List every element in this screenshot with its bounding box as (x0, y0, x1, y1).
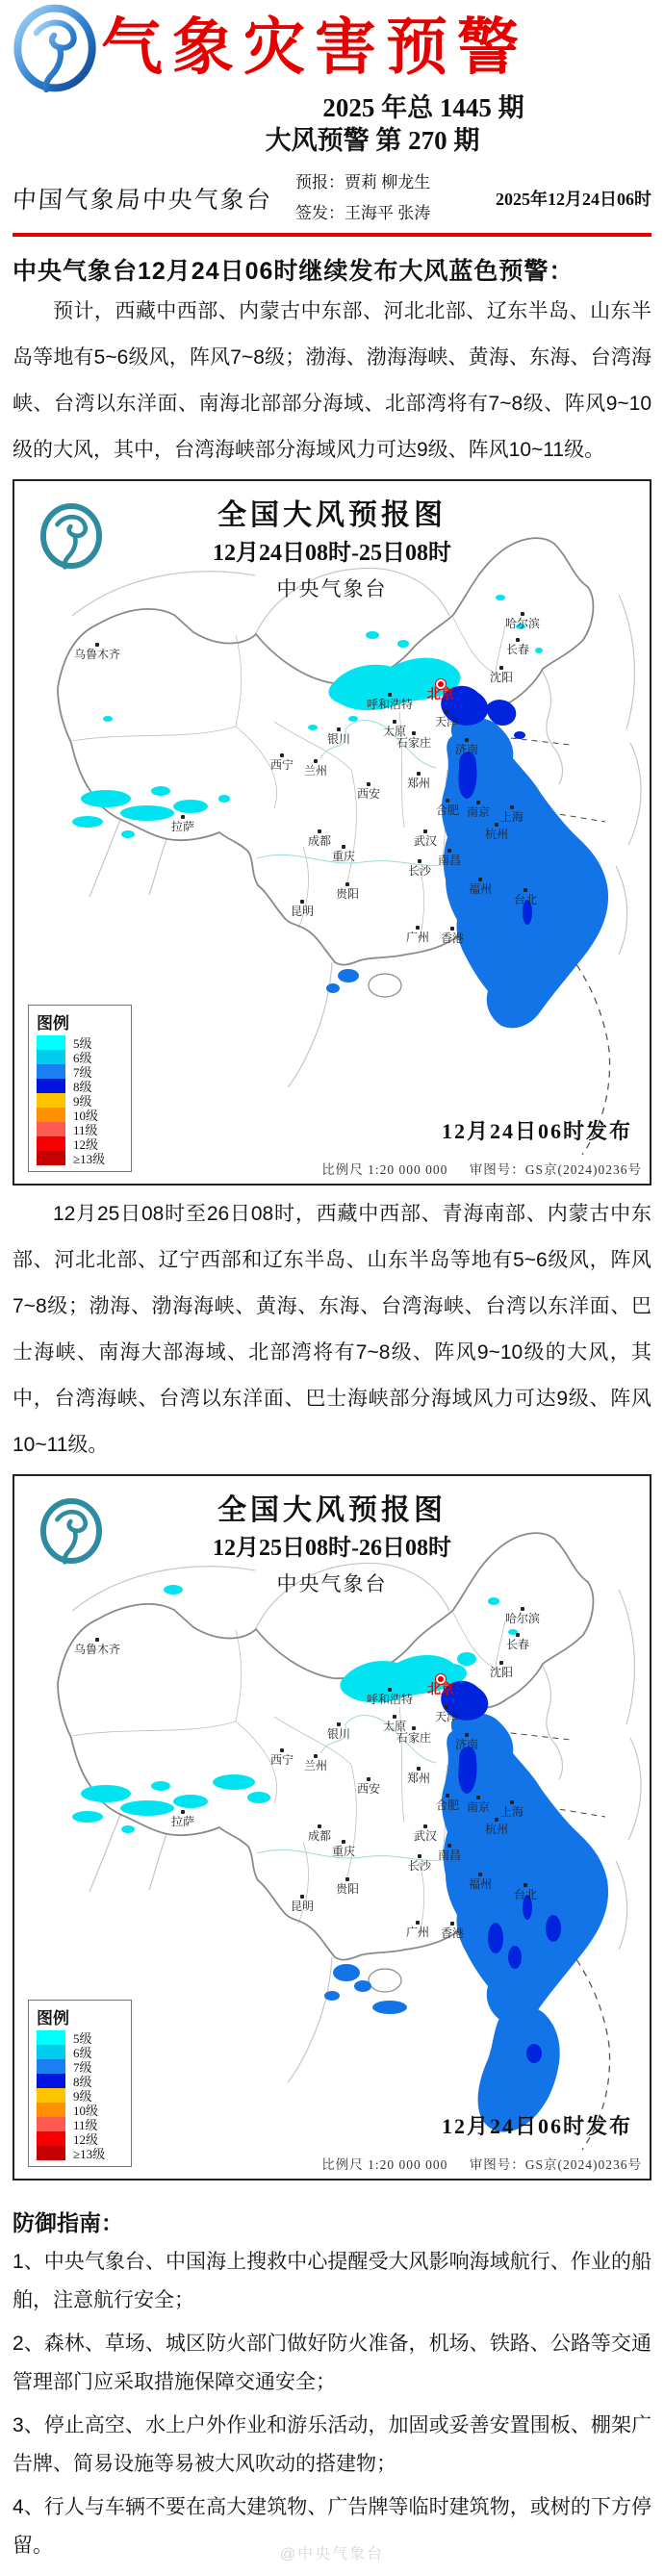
city-label: 石家庄 (396, 1726, 431, 1744)
city-label: 天津 (435, 1705, 458, 1722)
legend-label: 5级 (73, 1036, 92, 1052)
legend-swatch (37, 1093, 65, 1108)
legend-items (37, 1035, 121, 1165)
map-scale-note (321, 2154, 642, 2173)
map-agency: 中央气象台 (276, 577, 388, 601)
forecaster-signer (295, 167, 430, 230)
legend-swatch (37, 2146, 65, 2160)
city-label: 广州 (406, 1921, 429, 1938)
city-label: 长沙 (408, 1854, 431, 1872)
city-label: 长春 (506, 1633, 529, 1650)
map-scale-note (321, 1159, 642, 1178)
legend-label: 7级 (73, 2060, 92, 2076)
legend-swatch (37, 2045, 65, 2059)
city-label: 福州 (469, 1873, 492, 1890)
issue-total: 2025 年总 1445 期 (322, 93, 524, 122)
legend-swatch (37, 1122, 65, 1136)
city-label: 合肥 (436, 1794, 459, 1811)
city-label: 贵阳 (336, 882, 359, 900)
city-label: 郑州 (407, 1767, 430, 1784)
city-label: 成都 (308, 1824, 331, 1842)
city-label: 济南 (455, 738, 478, 755)
legend-label: ≥13级 (73, 1152, 106, 1167)
wind-forecast-map-day1 (13, 479, 651, 1186)
city-label: 武汉 (414, 829, 437, 847)
city-label: 南昌 (438, 849, 461, 866)
city-label: 西宁 (270, 1748, 294, 1766)
legend-items (37, 2030, 121, 2160)
city-label: 台北 (514, 888, 537, 905)
approval-number: 审图号：GS京(2024)0236号 (469, 1162, 642, 1178)
guideline-item: 3、停止高空、水上户外作业和游乐活动，加固或妥善安置围板、棚架广告牌、简易设施等易被大风吹动的搭建物； (13, 2414, 651, 2476)
legend-label: 5级 (73, 2031, 92, 2047)
city-label: 南京 (467, 801, 490, 818)
issuing-agency: 中国气象局中央气象台 (11, 187, 273, 214)
scale-text: 比例尺 1:20 000 000 (321, 2157, 448, 2173)
legend-label: 7级 (73, 1065, 92, 1081)
city-label: 西安 (357, 782, 380, 800)
city-label: 杭州 (485, 1818, 508, 1835)
bulletin-title: 气象灾害预警 (101, 13, 528, 82)
guideline-item: 1、中央气象台、中国海上搜救中心提醒受大风影响海域航行、作业的船舶，注意航行安全； (13, 2251, 651, 2312)
issue-gale: 大风预警 第 270 期 (265, 125, 480, 155)
guidelines-list (13, 2243, 651, 2565)
map-legend (28, 2000, 132, 2167)
city-label: 银川 (327, 1722, 350, 1740)
legend-swatch (37, 1079, 65, 1093)
approval-number: 审图号：GS京(2024)0236号 (469, 2157, 642, 2173)
city-label: 哈尔滨 (505, 1607, 540, 1624)
legend-title: 图例 (37, 1014, 69, 1033)
city-label: 沈阳 (490, 666, 513, 683)
city-label: 石家庄 (396, 731, 431, 749)
city-label: 济南 (455, 1733, 478, 1750)
city-label: 长沙 (408, 859, 431, 877)
city-label: 长春 (506, 638, 529, 655)
city-label: 哈尔滨 (505, 612, 540, 629)
legend-swatch (37, 2103, 65, 2117)
legend-item (37, 2146, 121, 2160)
legend-label: 10级 (73, 1109, 99, 1124)
issue-numbers (13, 92, 651, 158)
city-label: 拉萨 (171, 1810, 194, 1827)
alert-headline: 中央气象台12月24日06时继续发布大风蓝色预警： (13, 258, 575, 286)
city-label: 乌鲁木齐 (74, 643, 120, 660)
legend-label: ≥13级 (73, 2147, 106, 2162)
legend-title: 图例 (37, 2009, 69, 2028)
legend-label: 9级 (73, 2089, 92, 2104)
city-label: 太原 (383, 1715, 406, 1732)
watermark: @中央气象台 (279, 2546, 385, 2563)
city-label: 昆明 (291, 900, 314, 917)
city-label: 昆明 (291, 1895, 314, 1912)
city-label: 乌鲁木齐 (74, 1638, 120, 1655)
legend-swatch (37, 2030, 65, 2045)
legend-label: 12级 (73, 2132, 99, 2148)
legend-swatch (37, 2074, 65, 2088)
legend-label: 10级 (73, 2104, 99, 2119)
header (13, 4, 651, 92)
legend-swatch (37, 1136, 65, 1151)
legend-label: 6级 (73, 1051, 92, 1066)
city-label: 南京 (467, 1796, 490, 1813)
city-label: 上海 (500, 1800, 524, 1818)
defense-guidelines (13, 2206, 651, 2565)
city-label: 西安 (357, 1777, 380, 1795)
legend-label: 8级 (73, 1080, 92, 1095)
guidelines-title: 防御指南： (13, 2210, 123, 2236)
city-label: 北京 (427, 1676, 454, 1697)
city-label: 西宁 (270, 753, 294, 771)
legend-label: 9级 (73, 1094, 92, 1109)
legend-swatch (37, 1064, 65, 1079)
signer-line: 签发：王海平 张涛 (295, 203, 431, 222)
cma-logo-icon (39, 1497, 103, 1565)
city-label: 呼和浩特 (367, 1688, 413, 1705)
guideline-item: 4、行人与车辆不要在高大建筑物、广告牌等临时建筑物，或树的下方停留。 (13, 2496, 651, 2558)
city-label: 上海 (500, 805, 524, 823)
map-title: 全国大风预报图 (217, 499, 447, 532)
city-label: 成都 (308, 829, 331, 847)
city-label: 合肥 (436, 799, 459, 816)
city-label: 重庆 (332, 1840, 355, 1857)
map-issued-time: 12月24日06时发布 (441, 1119, 632, 1144)
city-label: 南昌 (438, 1844, 461, 1861)
legend-swatch (37, 2131, 65, 2146)
legend-label: 6级 (73, 2046, 92, 2061)
map-legend (28, 1005, 132, 1172)
legend-swatch (37, 2088, 65, 2103)
city-label: 银川 (327, 727, 350, 745)
city-label: 香港 (441, 1922, 464, 1939)
city-label: 香港 (441, 927, 464, 944)
legend-swatch (37, 1050, 65, 1064)
map-agency: 中央气象台 (276, 1572, 388, 1596)
city-label: 沈阳 (490, 1661, 513, 1678)
city-label: 兰州 (304, 759, 327, 777)
city-label: 拉萨 (171, 815, 194, 832)
legend-swatch (37, 1151, 65, 1165)
forecast-paragraph-1: 预计，西藏中西部、内蒙古中东部、河北北部、辽东半岛、山东半岛等地有5~6级风，阵风7~8级；渤海、渤海海峡、黄海、东海、台湾海峡、台湾以东洋面、南海北部部分海域、北部湾将有7~8级、阵风9~10级的大风，其中，台湾海峡部分海域风力可达9级、阵风10~11级。 (13, 300, 651, 462)
city-label: 杭州 (485, 823, 508, 840)
map-period: 12月24日08时-25日08时 (213, 541, 451, 567)
city-label: 重庆 (332, 845, 355, 862)
city-label: 兰州 (304, 1754, 327, 1772)
forecaster-line: 预报：贾莉 柳龙生 (295, 172, 431, 191)
city-label: 武汉 (414, 1824, 437, 1842)
city-label: 福州 (469, 878, 492, 895)
issue-datetime: 2025年12月24日06时 (496, 189, 651, 209)
cma-logo-icon (39, 502, 103, 570)
guideline-item: 2、森林、草场、城区防火部门做好防火准备，机场、铁路、公路等交通管理部门应采取措施保障交通安全； (13, 2333, 651, 2394)
legend-label: 11级 (73, 2118, 98, 2133)
city-label: 呼和浩特 (367, 693, 413, 710)
map-period: 12月25日08时-26日08时 (213, 1536, 451, 1562)
red-divider (13, 233, 651, 237)
legend-label: 12级 (73, 1137, 99, 1153)
legend-label: 8级 (73, 2075, 92, 2090)
city-label: 贵阳 (336, 1877, 359, 1895)
city-label: 台北 (514, 1883, 537, 1900)
legend-swatch (37, 2117, 65, 2131)
city-label: 广州 (406, 926, 429, 943)
city-label: 北京 (427, 681, 454, 702)
map-issued-time: 12月24日06时发布 (441, 2114, 632, 2139)
legend-item (37, 1151, 121, 1165)
wind-forecast-map-day2 (13, 1474, 651, 2181)
city-label: 天津 (435, 710, 458, 727)
map-title: 全国大风预报图 (217, 1494, 447, 1527)
legend-swatch (37, 1108, 65, 1122)
issuer-row (13, 167, 651, 230)
city-label: 郑州 (407, 772, 430, 789)
legend-swatch (37, 1035, 65, 1050)
city-label: 太原 (383, 720, 406, 737)
forecast-paragraph-2: 12月25日08时至26日08时，西藏中西部、青海南部、内蒙古中东部、河北北部、辽宁西部和辽东半岛、山东半岛等地有5~6级风，阵风7~8级；渤海、渤海海峡、黄海、东海、台湾海峡、台湾以东洋面、巴士海峡、南海大部海域、北部湾将有7~8级、阵风9~10级的大风，其中，台湾海峡、台湾以东洋面、巴士海峡部分海域风力可达9级、阵风10~11级。 (13, 1203, 651, 1457)
cma-logo-icon (13, 4, 97, 92)
legend-swatch (37, 2059, 65, 2074)
legend-label: 11级 (73, 1123, 98, 1138)
scale-text: 比例尺 1:20 000 000 (321, 1162, 448, 1178)
